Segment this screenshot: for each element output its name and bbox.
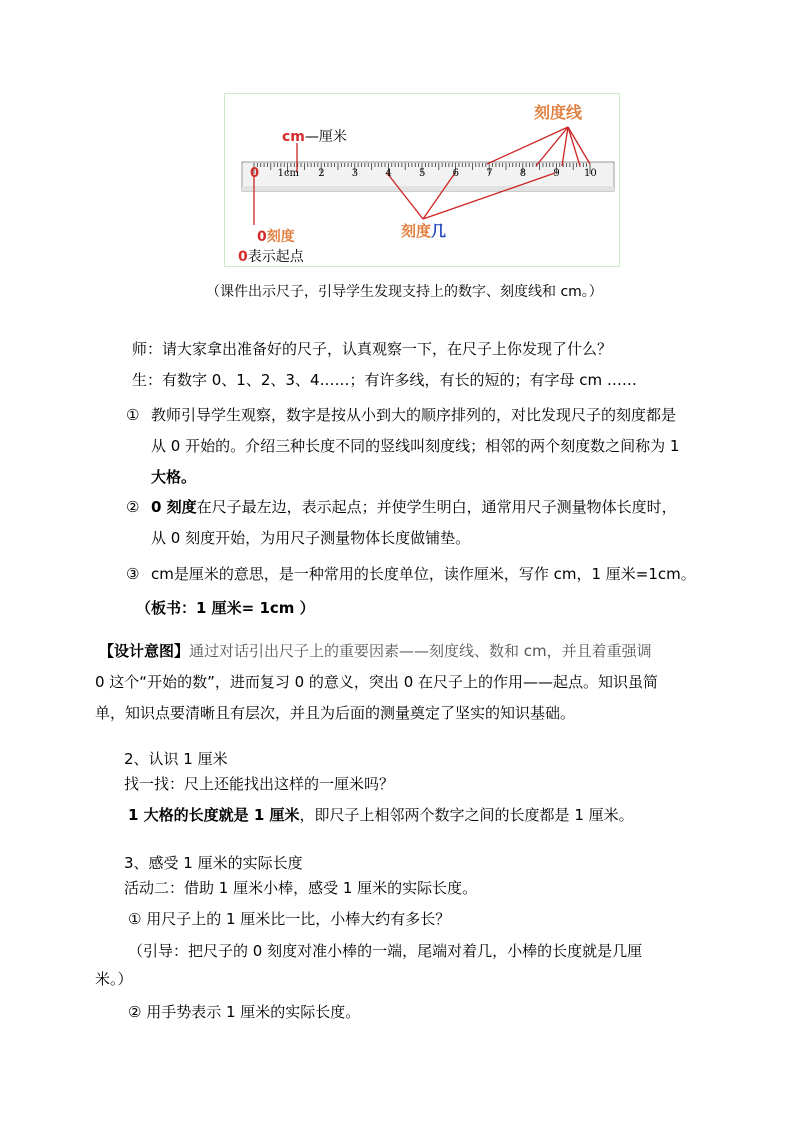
zero-mark-label-num: 0 xyxy=(257,229,267,245)
teacher-line: 师：请大家拿出准备好的尺子，认真观察一下，在尺子上你发现了什么？ xyxy=(132,340,613,358)
zero-start-label xyxy=(238,246,304,266)
section2-bold: 1 大格的长度就是 1 厘米 xyxy=(128,806,300,824)
board-note: （板书：1 厘米= 1cm ） xyxy=(136,599,315,617)
cm-label-dash: — xyxy=(304,129,319,145)
item3-bold: cm xyxy=(151,565,174,583)
ruler-number: 6 xyxy=(452,168,459,179)
ruler-number: 10 xyxy=(584,168,597,179)
cm-label-abbr: cm xyxy=(282,129,305,145)
section3-guide1: （引导：把尺子的 0 刻度对准小棒的一端，尾端对着几，小棒的长度就是几厘 xyxy=(128,942,643,960)
design-line1 xyxy=(99,641,652,661)
ruler-number: 4 xyxy=(385,168,392,179)
section3-q1: ① 用尺子上的 1 厘米比一比，小棒大约有多长？ xyxy=(128,910,451,928)
item2-line1-rest: 在尺子最左边，表示起点；并使学生明白，通常用尺子测量物体长度时， xyxy=(196,498,677,516)
item3-line1 xyxy=(151,564,696,584)
callout-scale-line-5 xyxy=(568,127,590,164)
item2-line1 xyxy=(151,497,677,517)
mark-number-label-b: 几 xyxy=(431,222,447,240)
item1-line3: 大格。 xyxy=(151,468,197,486)
ruler-zero-number: 0 xyxy=(250,166,260,181)
item2-line2: 从 0 刻度开始，为用尺子测量物体长度做铺垫。 xyxy=(151,529,471,547)
section3-guide2: 米。） xyxy=(95,970,133,988)
callout-scale-line-4 xyxy=(568,127,580,166)
ruler-number: 9 xyxy=(553,168,560,179)
zero-mark-label-text: 刻度 xyxy=(266,229,295,245)
section3-q2: ② 用手势表示 1 厘米的实际长度。 xyxy=(128,1003,361,1021)
section2-find: 找一找：尺上还能找出这样的一厘米吗？ xyxy=(124,775,395,793)
design-line3: 单，知识点要清晰且有层次，并且为后面的测量奠定了坚实的知识基础。 xyxy=(95,704,576,722)
section2-heading: 2、认识 1 厘米 xyxy=(124,750,228,768)
zero-start-label-num: 0 xyxy=(238,249,248,265)
ruler-number: 1cm xyxy=(277,168,300,179)
ruler-bottom-strip xyxy=(242,186,614,191)
ruler-number: 5 xyxy=(419,168,426,179)
design-line2: 0 这个“开始的数”，进而复习 0 的意义，突出 0 在尺子上的作用——起点。知识虽简 xyxy=(95,673,659,691)
item3-marker: ③ xyxy=(126,565,140,583)
design-title: 【设计意图】 xyxy=(99,642,190,660)
scale-lines-label: 刻度线 xyxy=(534,103,583,122)
item1-marker: ① xyxy=(126,406,140,424)
section2-rest: ，即尺子上相邻两个数字之间的长度都是 1 厘米。 xyxy=(299,806,634,824)
cm-label-meaning: 厘米 xyxy=(318,129,347,145)
item1-line2: 从 0 开始的。介绍三种长度不同的竖线叫刻度线；相邻的两个刻度数之间称为 1 xyxy=(151,437,680,455)
section2-line xyxy=(128,805,634,825)
section3-activity: 活动二：借助 1 厘米小棒，感受 1 厘米的实际长度。 xyxy=(124,879,478,897)
cm-label xyxy=(282,126,347,146)
ruler-number: 8 xyxy=(519,168,527,179)
ruler-number: 2 xyxy=(318,168,325,179)
item2-bold: 0 刻度 xyxy=(151,498,197,516)
figure-caption: （课件出示尺子，引导学生发现支持上的数字、刻度线和 cm。） xyxy=(206,284,603,300)
mark-number-label xyxy=(401,220,446,241)
mark-number-label-a: 刻度 xyxy=(401,222,432,240)
item2-marker: ② xyxy=(126,498,140,516)
ruler-number: 3 xyxy=(351,168,359,179)
section3-heading: 3、感受 1 厘米的实际长度 xyxy=(124,854,303,872)
student-line: 生：有数字 0、1、2、3、4……；有许多线，有长的短的；有字母 cm …… xyxy=(132,371,637,389)
zero-start-label-text: 表示起点 xyxy=(247,249,304,265)
zero-mark-label xyxy=(257,226,295,246)
design-line1-rest: 通过对话引出尺子上的重要因素——刻度线、数和 cm，并且着重强调 xyxy=(189,642,652,660)
ruler-number: 7 xyxy=(486,168,493,179)
callout-scale-line-1 xyxy=(487,127,568,164)
item1-line1: 教师引导学生观察，数字是按从小到大的顺序排列的，对比发现尺子的刻度都是 xyxy=(151,406,677,424)
item3-line1-rest: 是厘米的意思，是一种常用的长度单位，读作厘米，写作 cm，1 厘米=1cm。 xyxy=(173,565,696,583)
